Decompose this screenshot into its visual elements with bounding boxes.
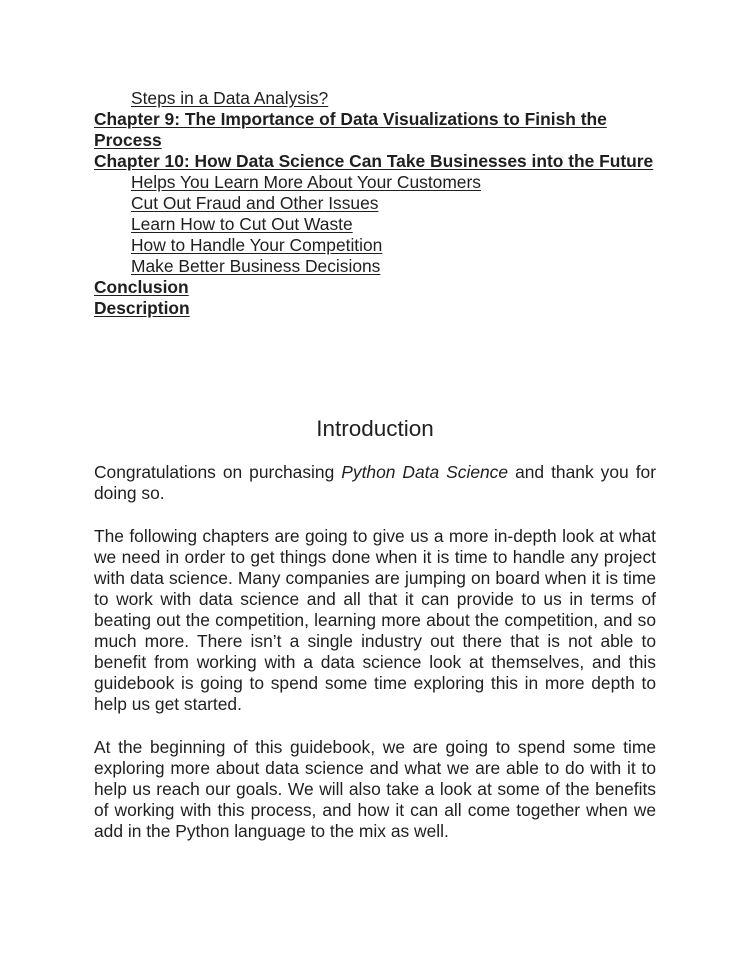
- toc-link-cut-out-fraud[interactable]: Cut Out Fraud and Other Issues: [131, 193, 379, 213]
- toc-link-chapter-10[interactable]: Chapter 10: How Data Science Can Take Businesses into the Future: [94, 151, 654, 171]
- toc-link-chapter-9[interactable]: Chapter 9: The Importance of Data Visualizations to Finish the Process: [94, 109, 607, 150]
- intro-paragraph-1-after: and thank you for doing so.: [94, 462, 657, 503]
- intro-paragraph-1-before: Congratulations on purchasing: [94, 462, 342, 482]
- intro-paragraph-3: At the beginning of this guidebook, we are going to spend some time exploring more about data science and what we are able to do with it to help us reach our goals. We will also take a look at some of the benefits of working with this process, and how it can all come together when we add in the Python language to the mix as well.: [94, 737, 656, 841]
- toc-link-learn-about-customers[interactable]: Helps You Learn More About Your Customers: [131, 172, 481, 192]
- introduction-heading: Introduction: [316, 416, 434, 441]
- toc-link-handle-competition[interactable]: How to Handle Your Competition: [131, 235, 383, 255]
- toc-link-conclusion[interactable]: Conclusion: [94, 277, 189, 297]
- intro-paragraph-2: The following chapters are going to give us a more in-depth look at what we need in order to get things done when it is time to handle any project with data science. Many companies are jumping on board when it is time to work with data science and all that it can provide to us in terms of beating out the competition, learning more about the competition, and so much more. There isn’t a single industry out there that is not able to benefit from working with a data science look at themselves, and this guidebook is going to spend some time exploring this in more depth to help us get started.: [94, 526, 656, 714]
- table-of-contents: [94, 88, 654, 319]
- toc-link-cut-out-waste[interactable]: Learn How to Cut Out Waste: [131, 214, 353, 234]
- toc-link-business-decisions[interactable]: Make Better Business Decisions: [131, 256, 381, 276]
- book-title: Python Data Science: [341, 462, 509, 482]
- toc-link-description[interactable]: Description: [94, 298, 190, 318]
- toc-link-steps-in-data-analysis[interactable]: Steps in a Data Analysis?: [131, 88, 329, 108]
- intro-paragraph-1: [94, 462, 656, 504]
